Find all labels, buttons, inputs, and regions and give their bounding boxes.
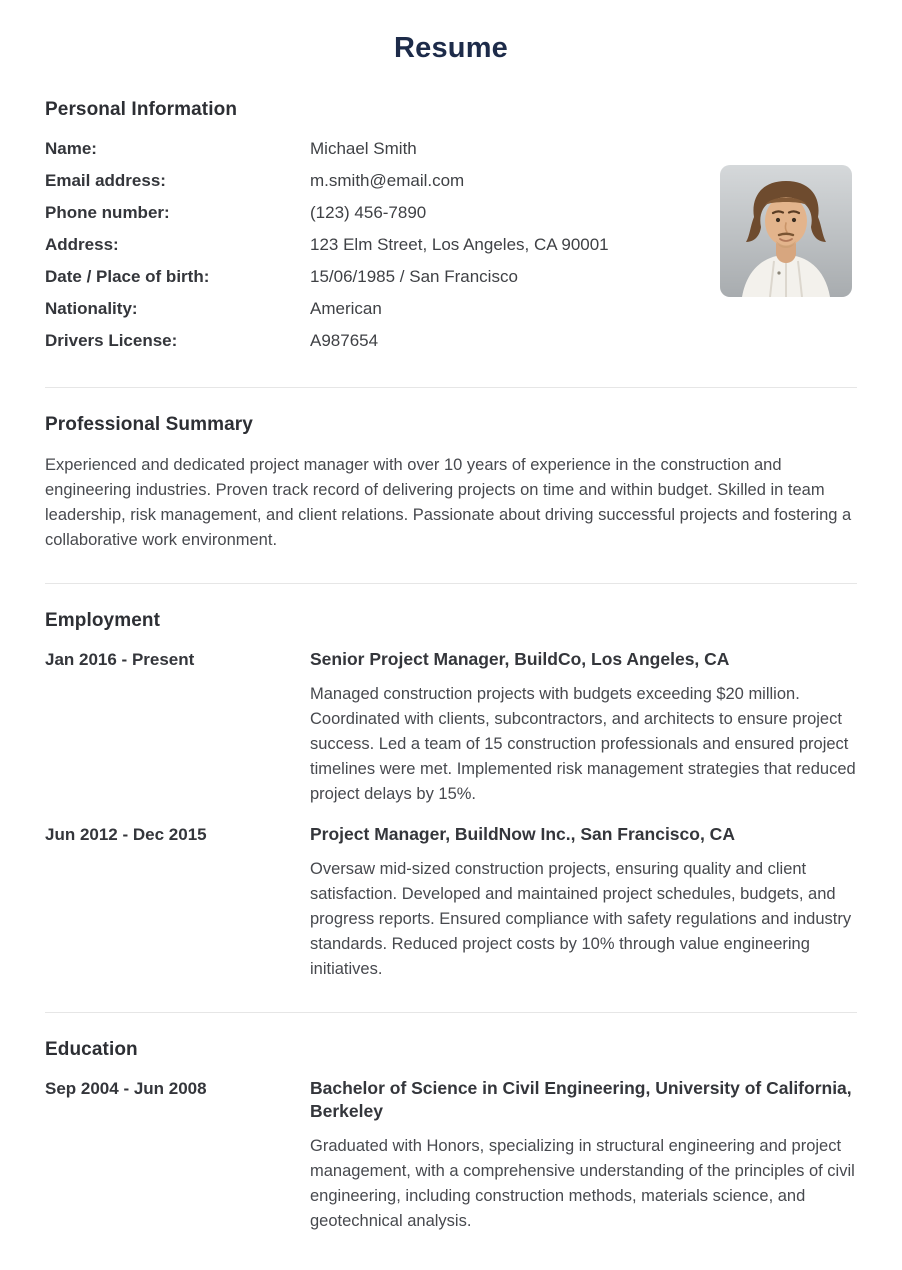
- info-row-drivers-license: [45, 325, 857, 357]
- info-label: Drivers License:: [45, 331, 178, 350]
- info-label: Address:: [45, 235, 119, 254]
- section-employment: [45, 610, 857, 982]
- info-value: (123) 456-7890: [310, 203, 427, 222]
- section-personal-information: [45, 99, 857, 357]
- info-value: A987654: [310, 331, 379, 350]
- employment-entry-body: [310, 823, 857, 982]
- education-description: Graduated with Honors, specializing in structural engineering and project management, with a comprehensive understanding of the principles of civil engineering, including construction methods, materials science, and geotechnical analysis.: [310, 1137, 855, 1230]
- employment-dates: Jun 2012 - Dec 2015: [45, 825, 207, 844]
- info-row-name: [45, 133, 857, 165]
- resume-page: [0, 32, 902, 1270]
- education-entries: [45, 1077, 857, 1234]
- profile-photo: [720, 165, 852, 297]
- info-label: Phone number:: [45, 203, 170, 222]
- info-label: Name:: [45, 139, 97, 158]
- section-divider: [45, 387, 857, 388]
- section-education: [45, 1039, 857, 1234]
- info-value: 123 Elm Street, Los Angeles, CA 90001: [310, 235, 609, 254]
- education-dates: Sep 2004 - Jun 2008: [45, 1079, 207, 1098]
- page-title: Resume: [393, 32, 509, 64]
- info-value: m.smith@email.com: [310, 171, 465, 190]
- employment-heading: Employment: [45, 610, 161, 631]
- profile-photo-illustration: [720, 165, 852, 297]
- info-value: Michael Smith: [310, 139, 417, 158]
- section-divider: [45, 583, 857, 584]
- info-label: Email address:: [45, 171, 166, 190]
- employment-description: Managed construction projects with budgets exceeding $20 million. Coordinated with clients, subcontractors, and architects to ensure project success. Led a team of 15 construction professionals and ensured project timelines were met. Implemented risk management strategies that reduced project delays by 15%.: [310, 685, 856, 803]
- employment-entries: [45, 648, 857, 982]
- section-professional-summary: [45, 414, 857, 553]
- info-label: Nationality:: [45, 299, 138, 318]
- education-heading: Education: [45, 1039, 138, 1060]
- education-entry: [45, 1077, 857, 1234]
- info-value: American: [310, 299, 382, 318]
- employment-description: Oversaw mid-sized construction projects, ensuring quality and client satisfaction. Developed and maintained project schedules, budgets, and progress reports. Ensured compliance with safety regulations and industry standards. Reduced project costs by 10% through value engineering initiatives.: [310, 860, 852, 978]
- professional-summary-text: Experienced and dedicated project manager with over 10 years of experience in the construction and engineering industries. Proven track record of delivering projects on time and within budget. Skilled in team leadership, risk management, and client relations. Passionate about driving successful projects and fostering a collaborative work environment.: [45, 456, 852, 549]
- education-title: Bachelor of Science in Civil Engineering, University of California, Berkeley: [310, 1078, 852, 1121]
- info-label: Date / Place of birth:: [45, 267, 210, 286]
- employment-title: Project Manager, BuildNow Inc., San Francisco, CA: [310, 824, 735, 844]
- info-row-nationality: [45, 293, 857, 325]
- employment-entry-body: [310, 648, 857, 807]
- info-value: 15/06/1985 / San Francisco: [310, 267, 518, 286]
- section-divider: [45, 1012, 857, 1013]
- personal-information-heading: Personal Information: [45, 99, 238, 120]
- professional-summary-heading: Professional Summary: [45, 414, 253, 435]
- employment-title: Senior Project Manager, BuildCo, Los Angeles, CA: [310, 649, 730, 669]
- education-entry-body: [310, 1077, 857, 1234]
- employment-entry: [45, 823, 857, 982]
- employment-entry: [45, 648, 857, 807]
- employment-dates: Jan 2016 - Present: [45, 650, 195, 669]
